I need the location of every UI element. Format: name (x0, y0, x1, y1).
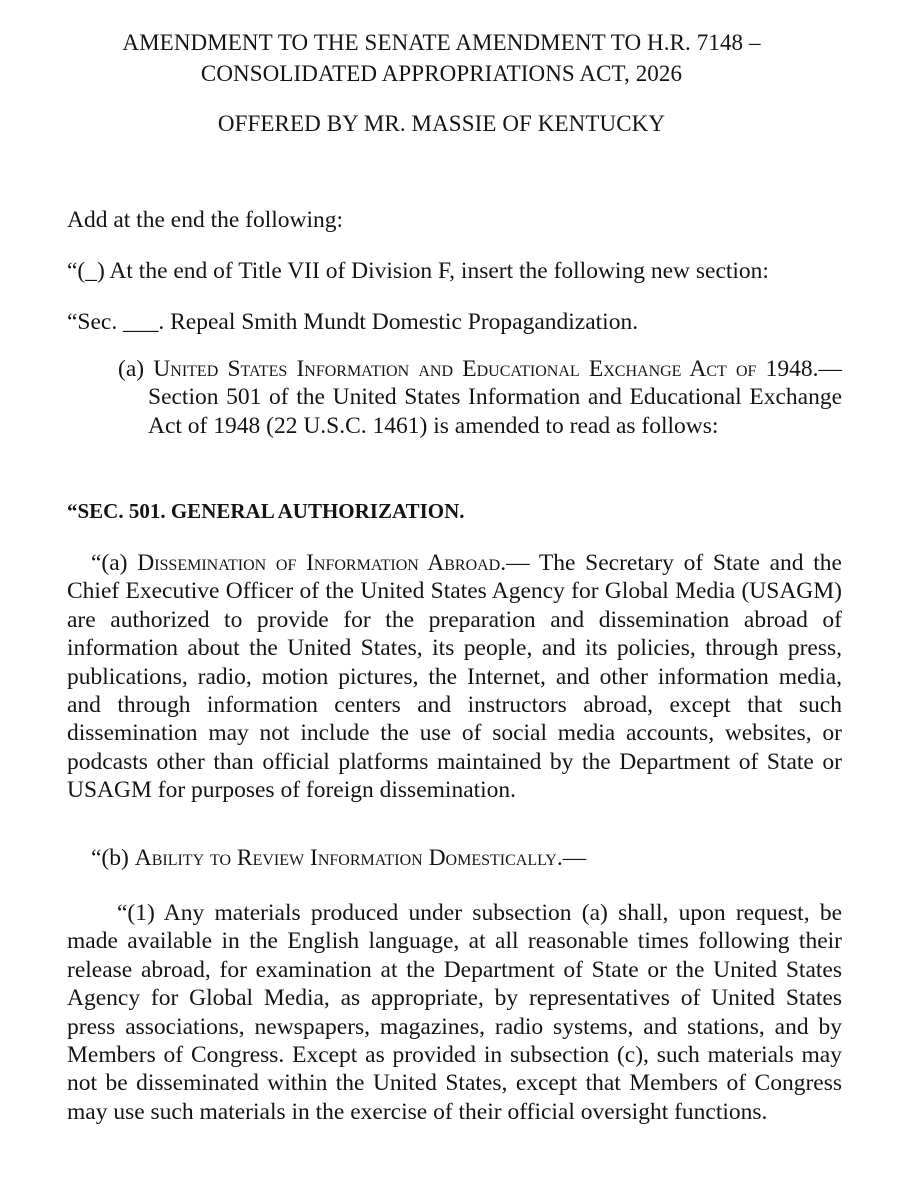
subsection-a-body: — Section 501 of the United States Information and Educational Exchange Act of 1948 (22 U.S.C. 1461) is amended to read as follows: (148, 356, 843, 439)
paragraph-b-heading: Ability to Review Information Domestically. (134, 845, 563, 871)
paragraph-b-label: “(b) (91, 845, 135, 871)
section-heading: “Sec. ___. Repeal Smith Mundt Domestic Propagandization. (67, 309, 639, 335)
paragraph-b (91, 844, 586, 872)
paragraph-b-dash: — (562, 845, 587, 871)
paragraph-b1 (67, 899, 842, 1126)
add-instruction: Add at the end the following: (67, 207, 344, 233)
offered-by: OFFERED BY MR. MASSIE OF KENTUCKY (217, 111, 666, 136)
sec-501-heading: “SEC. 501. GENERAL AUTHORIZATION. (67, 499, 465, 523)
title-line-1: AMENDMENT TO THE SENATE AMENDMENT TO H.R. 7148 – (122, 30, 761, 55)
paragraph-a (67, 549, 842, 805)
subsection-a-outer (118, 355, 842, 440)
paragraph-a-body: — The Secretary of State and the Chief Executive Officer of the United States Agency for Global Media (USAGM) are authorized to provide for the preparation and dissemination abroad of information about the United States, its people, and its policies, through press, publications, radio, motion pictures, the Internet, and other information media, and through information centers and instructors abroad, except that such dissemination may not include the use of social media accounts, websites, or podcasts other than official platforms maintained by the Department of State or USAGM for purposes of foreign dissemination. (67, 550, 842, 804)
subsection-a-label: (a) (118, 356, 154, 382)
insert-instruction: “(_) At the end of Title VII of Division F, insert the following new section: (67, 258, 769, 284)
paragraph-b1-text: “(1) Any materials produced under subsection (a) shall, upon request, be made available in the English language, at all reasonable times following their release abroad, for examination at the Department of State or the United States Agency for Global Media, as appropriate, by representatives of United States press associations, newspapers, magazines, radio systems, and stations, and by Members of Congress. Except as provided in subsection (c), such materials may not be disseminated within the United States, except that Members of Congress may use such materials in the exercise of their official oversight functions. (67, 900, 842, 1125)
paragraph-a-label: “(a) (91, 550, 138, 576)
paragraph-a-heading: Dissemination of Information Abroad. (137, 550, 507, 576)
title-line-2: CONSOLIDATED APPROPRIATIONS ACT, 2026 (200, 61, 683, 86)
subsection-a-heading: United States Information and Educational Exchange Act of 1948. (153, 356, 819, 382)
